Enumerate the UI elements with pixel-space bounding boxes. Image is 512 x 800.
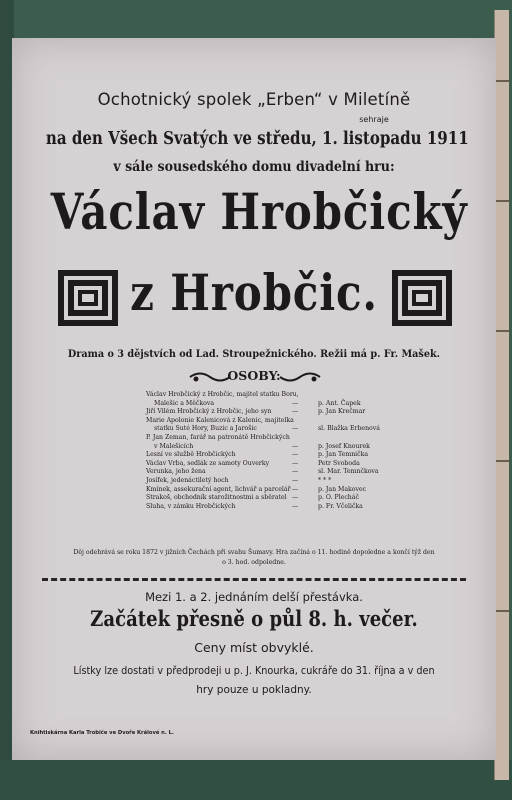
performance-date: na den Všech Svatých ve středu, 1. listopadu 1911 bbox=[45, 129, 469, 149]
cast-line: Kmínek, assekurační agent, lichvář a parcelář — p. Jan Makovec bbox=[146, 485, 367, 493]
adjacent-paper-strip bbox=[494, 10, 509, 780]
ticket-sales-line1: Lístky lze dostati v předprodeji u p. J. Knourka, cukráře do 31. října a v den bbox=[73, 665, 435, 677]
drama-credits: Drama o 3 dějstvích od Lad. Stroupežnického. Režii má p. Fr. Mašek. bbox=[67, 348, 441, 360]
schraje-text: sehraje bbox=[359, 115, 389, 124]
cast-line: Václav Hrobčický z Hrobčic, majitel statku Boru, bbox=[146, 391, 299, 398]
cast-heading: OSOBY: bbox=[227, 368, 281, 383]
cast-line: v Malešicích — p. Josef Knourek bbox=[154, 442, 370, 450]
right-flourish-icon bbox=[278, 370, 322, 384]
play-title-line1: Václav Hrobčický bbox=[50, 182, 468, 241]
start-time: Začátek přesně o půl 8. h. večer. bbox=[90, 606, 418, 631]
setting-line-2: o 3. hod. odpoledne. bbox=[222, 559, 286, 566]
ticket-prices: Ceny míst obvyklé. bbox=[194, 640, 314, 655]
play-title-line2: z Hrobčic. bbox=[130, 263, 378, 322]
cast-line: Strakoš, obchodník starožitnostmi a sběratel — p. O. Plecháč bbox=[146, 494, 359, 502]
setting-line-1: Děj odehrává se roku 1872 v jižních Čechách při svahu Šumavy. Hra začíná o 11. hodině dopoledne a končí týž den bbox=[73, 549, 435, 556]
cast-line: Václav Vrba, sedlák ze samoty Ouverky — Petr Svoboda bbox=[146, 459, 360, 467]
cast-line: Marie Apolonie Kalenicová z Kalenic, majitelka bbox=[146, 416, 294, 424]
printer-credit: Knihtiskárna Karla Trobiče ve Dvoře Králové n. L. bbox=[30, 730, 174, 736]
dashed-divider bbox=[42, 578, 466, 581]
cast-line: statku Suté Hory, Buzic a Jarošic — sl. Blažka Erbenová bbox=[154, 425, 380, 433]
cast-line: Verunka, jeho žena — sl. Mar. Temnčkova bbox=[146, 468, 379, 476]
intermission-note: Mezi 1. a 2. jednáním delší přestávka. bbox=[145, 590, 363, 604]
society-heading: Ochotnický spolek „Erben“ v Miletíně bbox=[97, 90, 411, 109]
cast-list bbox=[146, 391, 406, 511]
right-square-ornament-icon bbox=[392, 270, 452, 326]
cast-line: Sluha, v zámku Hrobčických — p. Fr. Včelička bbox=[146, 502, 363, 510]
cast-line: Josífek, jedenáctiletý hoch — * * * bbox=[146, 476, 332, 484]
theatre-poster bbox=[12, 38, 496, 760]
cast-heading-row bbox=[12, 368, 496, 388]
background-wall-bottom bbox=[0, 760, 512, 800]
venue-line: v sále sousedského domu divadelní hru: bbox=[113, 159, 395, 175]
setting-note bbox=[32, 548, 476, 568]
cast-line: P. Jan Zeman, farář na patronátě Hrobčických bbox=[146, 433, 290, 441]
cast-line: Lesní ve službě Hrobčických — p. Jan Temnička bbox=[146, 451, 369, 459]
ticket-sales-line2: hry pouze u pokladny. bbox=[196, 684, 312, 696]
cast-line: Jiří Vilém Hrobčický z Hrobčic, jeho syn — p. Jan Krečmar bbox=[146, 408, 366, 416]
cast-line: Malešic a Měčkova — p. Ant. Čapek bbox=[154, 399, 361, 407]
